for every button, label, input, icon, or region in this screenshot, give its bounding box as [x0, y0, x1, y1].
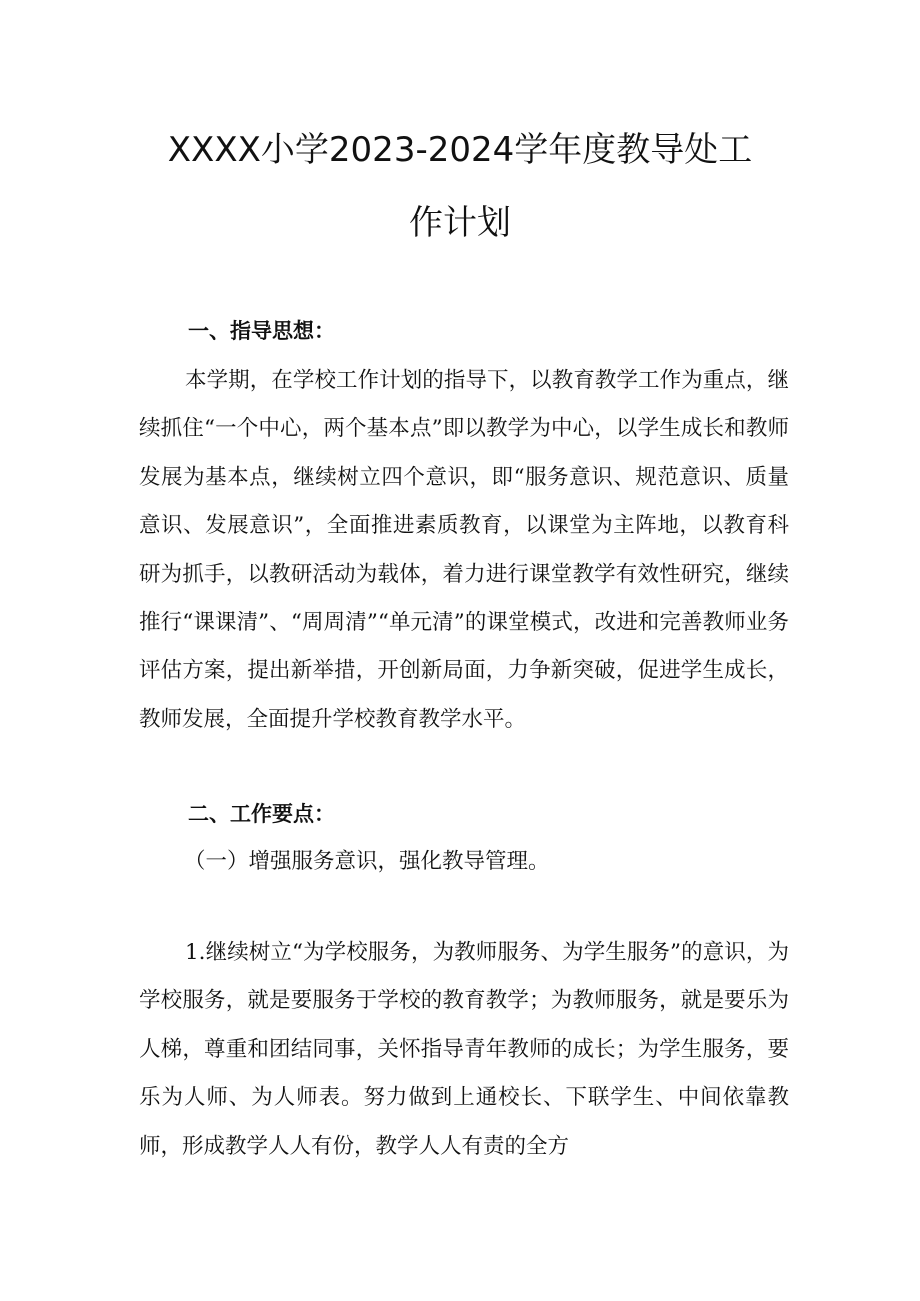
section-2-subheading: （一）增强服务意识，强化教导管理。 — [184, 849, 550, 874]
section-2-heading: 二、工作要点： — [188, 802, 335, 826]
document-title-line-1: XXXX小学2023-2024学年度教导处工 — [167, 130, 753, 170]
section-2-item-1: 1.继续树立“为学校服务，为教师服务、为学生服务”的意识，为学校服务，就是要服务于学校的教育教学；为教师服务，就是要乐为人梯，尊重和团结同事，关怀指导青年教师的成长；为学生服务，要乐为人师、为人师表。努力做到上通校长、下联学生、中间依靠教师，形成教学人人有份，教学人人有责的全方 — [139, 940, 789, 1159]
document-title-line-2: 作计划 — [409, 203, 511, 243]
section-1-heading: 一、指导思想： — [188, 319, 335, 343]
section-1-paragraph: 本学期，在学校工作计划的指导下，以教育教学工作为重点，继续抓住“一个中心，两个基本点”即以教学为中心，以学生成长和教师发展为基本点，继续树立四个意识，即“服务意识、规范意识、质量意识、发展意识”，全面推进素质教育，以课堂为主阵地，以教育科研为抓手，以教研活动为载体，着力进行课堂教学有效性研究，继续推行“课课清”、“周周清”“单元清”的课堂模式，改进和完善教师业务评估方案，提出新举措，开创新局面，力争新突破，促进学生成长，教师发展，全面提升学校教育教学水平。 — [139, 368, 789, 732]
